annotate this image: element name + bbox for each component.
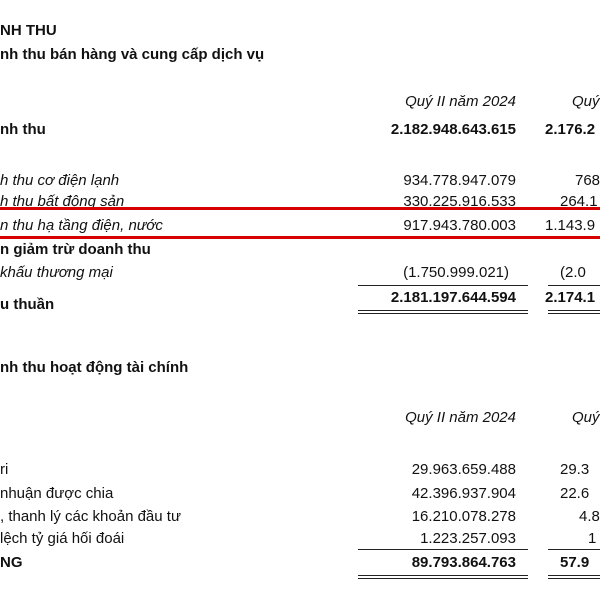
row-value-dividends-col1: 42.396.937.904 (411, 485, 516, 502)
row-value-interest-col2: 29.3 (560, 461, 590, 478)
row-value-real-estate-revenue-col1: 330.225.916.533 (403, 193, 516, 210)
row-value-fx-gain-col2: 1 (588, 530, 597, 547)
row-label-investment-disposal: , thanh lý các khoản đầu tư (0, 508, 181, 525)
row-value-trade-discounts-col2: (2.0 (560, 264, 586, 281)
subtotal2-rule-col2 (548, 549, 600, 550)
row-value-fx-gain-col1: 1.223.257.093 (420, 530, 516, 547)
row-value-total-revenue-col1: 2.182.948.643.615 (390, 121, 516, 138)
total-rule-col2-top (548, 310, 600, 311)
row-value-net-revenue-col1: 2.181.197.644.594 (390, 289, 516, 306)
total2-rule-col1-top (358, 575, 528, 576)
row-value-dividends-col2: 22.6 (560, 485, 590, 502)
period-header-col1: Quý II năm 2024 (405, 93, 516, 110)
row-value-financial-total-col1: 89.793.864.763 (411, 554, 516, 571)
period-header-col2: Quý (572, 93, 600, 110)
subtotal-rule-col1 (358, 285, 528, 286)
row-value-investment-disposal-col2: 4.8 (579, 508, 600, 525)
row-label-revenue-deductions: n giảm trừ doanh thu (0, 241, 151, 258)
total2-rule-col2-top (548, 575, 600, 576)
row-label-dividends: nhuận được chia (0, 485, 114, 502)
row-label-real-estate-revenue: h thu bất động sản (0, 193, 125, 210)
total-rule-col1-bottom (358, 313, 528, 314)
row-value-net-revenue-col2: 2.174.1 (545, 289, 596, 306)
row-value-infrastructure-revenue-col2: 1.143.9 (545, 217, 596, 234)
row-value-real-estate-revenue-col2: 264.1 (560, 193, 598, 210)
row-label-trade-discounts: khấu thương mại (0, 264, 113, 281)
subtotal2-rule-col1 (358, 549, 528, 550)
section-subtitle-revenue: nh thu bán hàng và cung cấp dịch vụ (0, 46, 265, 63)
row-label-total-revenue: nh thu (0, 121, 46, 138)
row-label-interest: ri (0, 461, 9, 478)
row-label-fx-gain: lệch tỷ giá hối đoái (0, 530, 125, 547)
total2-rule-col2-bottom (548, 578, 600, 579)
total-rule-col1-top (358, 310, 528, 311)
row-value-financial-total-col2: 57.9 (560, 554, 590, 571)
row-value-total-revenue-col2: 2.176.2 (545, 121, 596, 138)
row-value-mep-revenue-col2: 768 (575, 172, 600, 189)
subtotal-rule-col2 (548, 285, 600, 286)
row-value-infrastructure-revenue-col1: 917.943.780.003 (403, 217, 516, 234)
row-value-interest-col1: 29.963.659.488 (411, 461, 516, 478)
total2-rule-col1-bottom (358, 578, 528, 579)
row-value-trade-discounts-col1: (1.750.999.021) (403, 264, 509, 281)
row-label-mep-revenue: h thu cơ điện lạnh (0, 172, 120, 189)
section-title: NH THU (0, 22, 57, 39)
section-subtitle-financial-income: nh thu hoạt động tài chính (0, 359, 189, 376)
row-label-infrastructure-revenue: n thu hạ tầng điện, nước (0, 217, 163, 234)
total-rule-col2-bottom (548, 313, 600, 314)
row-label-net-revenue: u thuần (0, 296, 55, 313)
row-value-mep-revenue-col1: 934.778.947.079 (403, 172, 516, 189)
period-header2-col2: Quý (572, 409, 600, 426)
period-header2-col1: Quý II năm 2024 (405, 409, 516, 426)
row-label-financial-total: NG (0, 554, 23, 571)
row-value-investment-disposal-col1: 16.210.078.278 (411, 508, 516, 525)
